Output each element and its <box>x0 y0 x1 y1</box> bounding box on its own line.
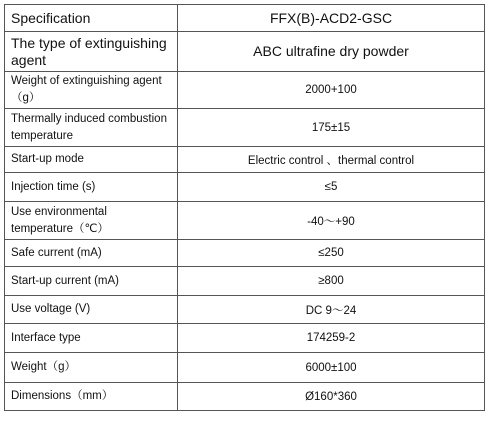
table-row <box>5 109 485 147</box>
spec-value: DC 9～24 <box>178 296 485 324</box>
table-row <box>5 324 485 353</box>
spec-value: 6000±100 <box>178 353 485 383</box>
spec-value: ABC ultrafine dry powder <box>178 32 485 72</box>
spec-value: FFX(B)-ACD2-GSC <box>178 5 485 32</box>
table-row <box>5 383 485 411</box>
table-row <box>5 202 485 240</box>
table-row <box>5 353 485 383</box>
spec-label: Safe current (mA) <box>5 240 178 267</box>
spec-label: Weight of extinguishing agent（g） <box>5 72 178 109</box>
table-row <box>5 296 485 324</box>
spec-value: ≥800 <box>178 267 485 296</box>
table-row <box>5 32 485 72</box>
specification-table <box>4 4 485 411</box>
spec-value: ≤5 <box>178 173 485 202</box>
spec-label: Dimensions（mm） <box>5 383 178 411</box>
table-row <box>5 240 485 267</box>
spec-label: Start-up mode <box>5 147 178 173</box>
spec-value: ≤250 <box>178 240 485 267</box>
spec-value: Ø160*360 <box>178 383 485 411</box>
spec-label: Specification <box>5 5 178 32</box>
table-row <box>5 5 485 32</box>
spec-value: -40～+90 <box>178 202 485 240</box>
spec-label: Injection time (s) <box>5 173 178 202</box>
table-row <box>5 147 485 173</box>
spec-value: Electric control 、thermal control <box>178 147 485 173</box>
spec-value: 174259-2 <box>178 324 485 353</box>
spec-label: Interface type <box>5 324 178 353</box>
spec-value: 175±15 <box>178 109 485 147</box>
spec-value: 2000+100 <box>178 72 485 109</box>
table-row <box>5 173 485 202</box>
table-row <box>5 72 485 109</box>
table-row <box>5 267 485 296</box>
spec-label: The type of extinguishing agent <box>5 32 178 72</box>
spec-label: Start-up current (mA) <box>5 267 178 296</box>
spec-label: Thermally induced combustion temperature <box>5 109 178 147</box>
spec-label: Use environmental temperature（℃） <box>5 202 178 240</box>
spec-label: Use voltage (V) <box>5 296 178 324</box>
spec-label: Weight（g） <box>5 353 178 383</box>
